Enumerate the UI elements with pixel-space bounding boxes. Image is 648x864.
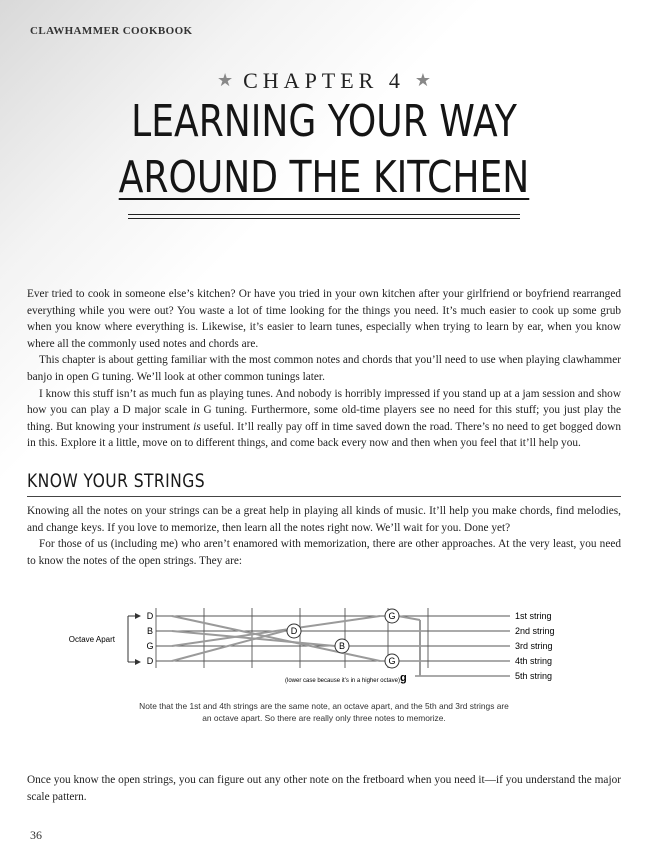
arrow-icon [135, 659, 141, 665]
fret-note-label: G [388, 611, 396, 621]
open-note-label: B [146, 626, 154, 636]
arrow-icon [135, 613, 141, 619]
paragraph [27, 386, 621, 452]
string-diagram [68, 598, 580, 690]
fret-note [335, 639, 349, 653]
bracket-label: Octave Apart [68, 635, 115, 644]
section-text [27, 503, 621, 569]
star-icon: ★ [414, 70, 432, 90]
chapter-label [0, 68, 648, 94]
paragraph: Knowing all the notes on your strings can be a great help in playing all kinds of music. It’ll help you make chords, find melodies, and change keys. If you love to memorize, then learn all the notes right now. We’ll wait for you. Done yet? [27, 505, 621, 534]
caption-line: Note that the 1st and 4th strings are the same note, an octave apart, and the 5th and 3rd strings are [139, 701, 509, 711]
running-head: CLAWHAMMER COOKBOOK [30, 25, 193, 37]
open-note-label: G [146, 641, 154, 651]
fret-note-label: D [290, 626, 298, 636]
paragraph: Ever tried to cook in someone else’s kitchen? Or have you tried in your own kitchen after your girlfriend or boyfriend rearranged everything while you were out? You waste a lot of time looking for the things you need. It’s much easier to cook up some grub when you know where everything is. Likewise, it’s easier to learn tunes, especially when trying to learn by ear, when you know where all the commonly used notes and chords are. [27, 288, 621, 350]
intro-text [27, 286, 621, 452]
chapter-title [58, 94, 589, 206]
paragraph: This chapter is about getting familiar with the most common notes and chords that you’ll need to use when playing clawhammer banjo in open G tuning. We’ll look at other common tunings later. [27, 354, 621, 383]
emphasis: is [193, 420, 201, 433]
section-heading: KNOW YOUR STRINGS [27, 470, 206, 492]
paragraph-part: I know this stuff isn’t as much fun as playing tunes. And nobody is horribly impressed if you stand up at a jam session and show how you can play a D major scale in G tuning. Furthermore, some old-time players see no need for this stuff; you just play the thing. But knowing your instrument [27, 387, 621, 433]
page-number: 36 [30, 828, 42, 842]
paragraph-part: useful. It’ll really pay off in time saved down the road. There’s no need to get bogged down in this. Explore it a little, move on to different things, and come back every now and then when you feel that it’ll help you. [27, 420, 622, 450]
section-rule [27, 496, 621, 497]
title-rule [128, 214, 520, 215]
string-label: 5th string [515, 671, 553, 681]
chapter-title-line2: AROUND THE KITCHEN [118, 152, 530, 203]
fret-note-label: G [388, 656, 396, 666]
chapter-title-line1: LEARNING YOUR WAY [131, 96, 517, 147]
chapter-number: CHAPTER 4 [243, 68, 405, 93]
fret-note [385, 654, 399, 668]
string-label: 4th string [515, 656, 553, 666]
fifth-string-note: g [400, 672, 407, 684]
title-rule [128, 218, 520, 219]
fret-note [385, 609, 399, 623]
bracket-arrows [128, 616, 138, 662]
paragraph: For those of us (including me) who aren’t enamored with memorization, there are other approaches. At the very least, you need to know the notes of the open strings. They are: [27, 538, 621, 567]
open-note-label: D [146, 656, 154, 666]
string-label: 3rd string [515, 641, 553, 651]
fifth-string-comment: (lower case because it’s in a higher octave) [285, 678, 400, 684]
diagram-caption [0, 700, 648, 724]
fret-note [287, 624, 301, 638]
string-label: 1st string [515, 611, 552, 621]
fret-note-label: B [338, 641, 346, 651]
caption-line: an octave apart. So there are really only three notes to memorize. [202, 713, 446, 723]
paragraph: Once you know the open strings, you can figure out any other note on the fretboard when you need it—if you understand the major scale pattern. [27, 774, 621, 803]
open-note-label: D [146, 611, 154, 621]
closing-text [27, 772, 621, 805]
star-icon: ★ [216, 70, 234, 90]
string-label: 2nd string [515, 626, 555, 636]
